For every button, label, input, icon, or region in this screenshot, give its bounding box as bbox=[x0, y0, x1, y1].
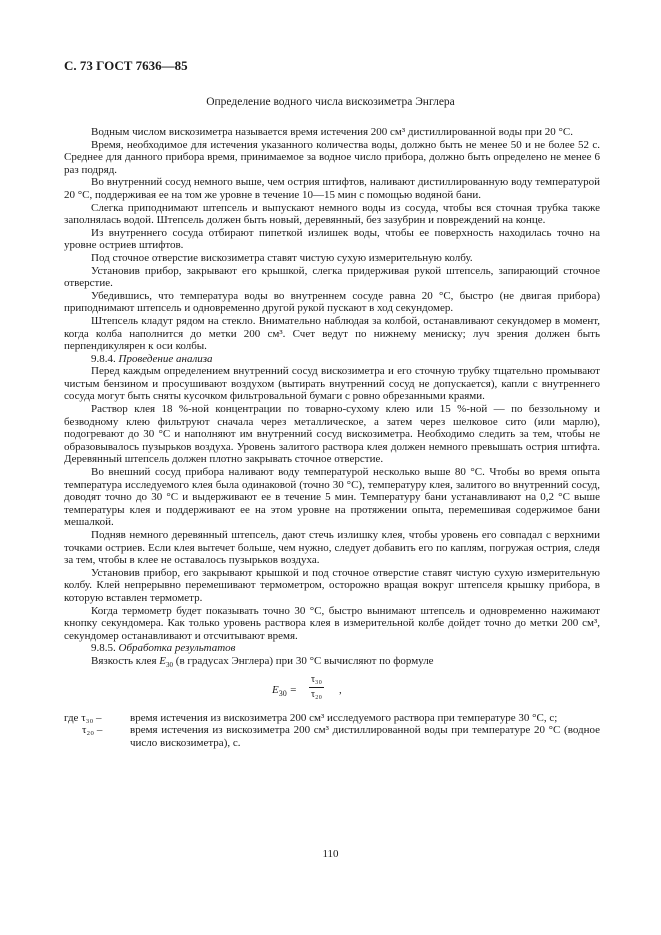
definition-label: где τ₃₀ – bbox=[64, 711, 102, 724]
definition-row bbox=[64, 724, 600, 749]
formula-lhs-symbol: E bbox=[272, 683, 279, 696]
section-number: 9.8.4. bbox=[91, 352, 116, 365]
section-heading-985 bbox=[64, 642, 600, 655]
section-title: Определение водного числа вискозиметра Энглера bbox=[206, 96, 455, 108]
paragraph: Штепсель кладут рядом на стекло. Внимательно наблюдая за колбой, останавливают секундомер в момент, когда колба наполнится до метки 200 см³. Счет ведут по нижнему мениску; луч зрения должен быть перпендикулярен к оси колбы. bbox=[64, 314, 600, 353]
definition-text: время истечения из вискозиметра 200 см³ дистиллированной воды при температуре 20 °С (водное число вискозиметра), с. bbox=[130, 724, 600, 749]
paragraph: Раствор клея 18 %-ной концентрации по товарно-сухому клею или 15 %-ной — по беззольному и безводному клею фильтруют сначала через металлическое, а затем через шелковое сито (или марлю), подогревают до 30 °С и наполняют им внутренний сосуд вискозиметра. Необходимо следить за тем, чтобы не образовывалось пузырьков воздуха. Уровень залитого раствора клея должен немного превышать острия штифта. Деревянный штепсель должен плотно закрывать сточное отверстие. bbox=[64, 403, 600, 466]
paragraph: Под сточное отверстие вискозиметра ставят чистую сухую измерительную колбу. bbox=[91, 251, 473, 264]
section-heading-title: Проведение анализа bbox=[118, 352, 213, 365]
page-number: 110 bbox=[322, 848, 339, 860]
paragraph: Подняв немного деревянный штепсель, дают стечь излишку клея, чтобы уровень его совпадал с верхними точками остриев. Если клея вытечет больше, чем нужно, следует добавить его по каплям, погружая острия, следя за тем, чтобы в клее не оставалось пузырьков воздуха. bbox=[64, 529, 600, 567]
formula-lhs-sub: 30 bbox=[278, 688, 287, 698]
page-header: С. 73 ГОСТ 7636—85 bbox=[64, 58, 188, 73]
document-body bbox=[64, 126, 600, 750]
definition-text: время истечения из вискозиметра 200 см³ исследуемого раствора при температуре 30 °С, с; bbox=[130, 711, 558, 724]
section-heading-title: Обработка результатов bbox=[118, 642, 236, 655]
definition-label: τ₂₀ – bbox=[82, 724, 103, 737]
definition-row bbox=[64, 712, 600, 725]
formula-intro bbox=[64, 655, 600, 672]
formula-lhs bbox=[272, 684, 297, 701]
definitions bbox=[64, 712, 600, 750]
formula-intro-symbol: E bbox=[159, 654, 167, 667]
formula-denominator: τ₂₀ bbox=[311, 689, 322, 701]
paragraph: Когда термометр будет показывать точно 30 °С, быстро вынимают штепсель и одновременно нажимают кнопку секундомера. Как только уровень раствора клея в измерительной колбе дойдет точно до метки 200 см³, секундомер останавливают и отсчитывают время. bbox=[64, 604, 600, 642]
formula-equals: = bbox=[286, 683, 297, 696]
paragraph: Установив прибор, его закрывают крышкой и под сточное отверстие ставят чистую сухую измерительную колбу. Клей непрерывно перемешивают термометром, осторожно вращая вокруг штепселя крышку прибора, в которую вставлен термометр. bbox=[64, 566, 600, 604]
formula-comma: , bbox=[339, 683, 342, 696]
section-heading-984 bbox=[64, 353, 600, 366]
section-number: 9.8.5. bbox=[91, 642, 116, 655]
paragraph: Убедившись, что температура воды во внутреннем сосуде равна 20 °С, быстро (не двигая прибора) приподнимают штепсель и одновременно другой рукой пускают в ход секундомер. bbox=[64, 289, 600, 315]
paragraph: Из внутреннего сосуда отбирают пипеткой излишек воды, чтобы ее поверхность находилась точно на уровне остриев штифтов. bbox=[64, 226, 600, 252]
viscosity-formula bbox=[64, 674, 600, 708]
paragraph: Слегка приподнимают штепсель и выпускают немного воды из сосуда, чтобы вся сточная трубка также заполнялась водой. Штепсель должен быть новый, деревянный, без зазубрин и повреждений на конце. bbox=[64, 201, 600, 227]
formula-intro-sub: 30 bbox=[166, 661, 174, 670]
formula-intro-pre: Вязкость клея bbox=[91, 654, 160, 667]
paragraph: Перед каждым определением внутренний сосуд вискозиметра и его сточную трубку тщательно промывают чистым бензином и просушивают воздухом (вытирать внутренний сосуд не допускается), капли с внутреннего сосуда могут быть сняты кусочком фильтровальной бумаги с ровно обрезанными краями. bbox=[64, 365, 600, 403]
paragraph: Установив прибор, закрывают его крышкой, слегка придерживая рукой штепсель, запирающий сточное отверстие. bbox=[64, 264, 600, 290]
paragraph: Во внешний сосуд прибора наливают воду температурой несколько выше 80 °С. Чтобы во время опыта температура исследуемого клея была одинаковой (точно 30 °С), температуру клея, залитого во внутренний сосуд, доводят точно до 30 °С и выдерживают ее в течение 5 мин. Температуру бани устанавливают на 0,2 °С выше температуры клея и поддерживают ее на этом уровне на протяжении опыта, перемешивая содержимое бани мешалкой. bbox=[64, 466, 600, 529]
paragraph: Водным числом вискозиметра называется время истечения 200 см³ дистиллированной воды при 20 °С. bbox=[91, 126, 573, 138]
formula-fraction bbox=[309, 674, 324, 702]
formula-numerator: τ₃₀ bbox=[309, 674, 324, 689]
formula-intro-post: (в градусах Энглера) при 30 °С вычисляют по формуле bbox=[173, 654, 434, 667]
paragraph: Время, необходимое для истечения указанного количества воды, должно быть не менее 50 и не более 52 с. Среднее для данного прибора время, принимаемое за водное число прибора, должно быть определено не менее 6 раз подряд. bbox=[64, 138, 600, 176]
paragraph: Во внутренний сосуд немного выше, чем острия штифтов, наливают дистиллированную воду температурой 20 °С, поддерживая ее на том же уровне в течение 10—15 мин с помощью водяной бани. bbox=[64, 176, 600, 201]
